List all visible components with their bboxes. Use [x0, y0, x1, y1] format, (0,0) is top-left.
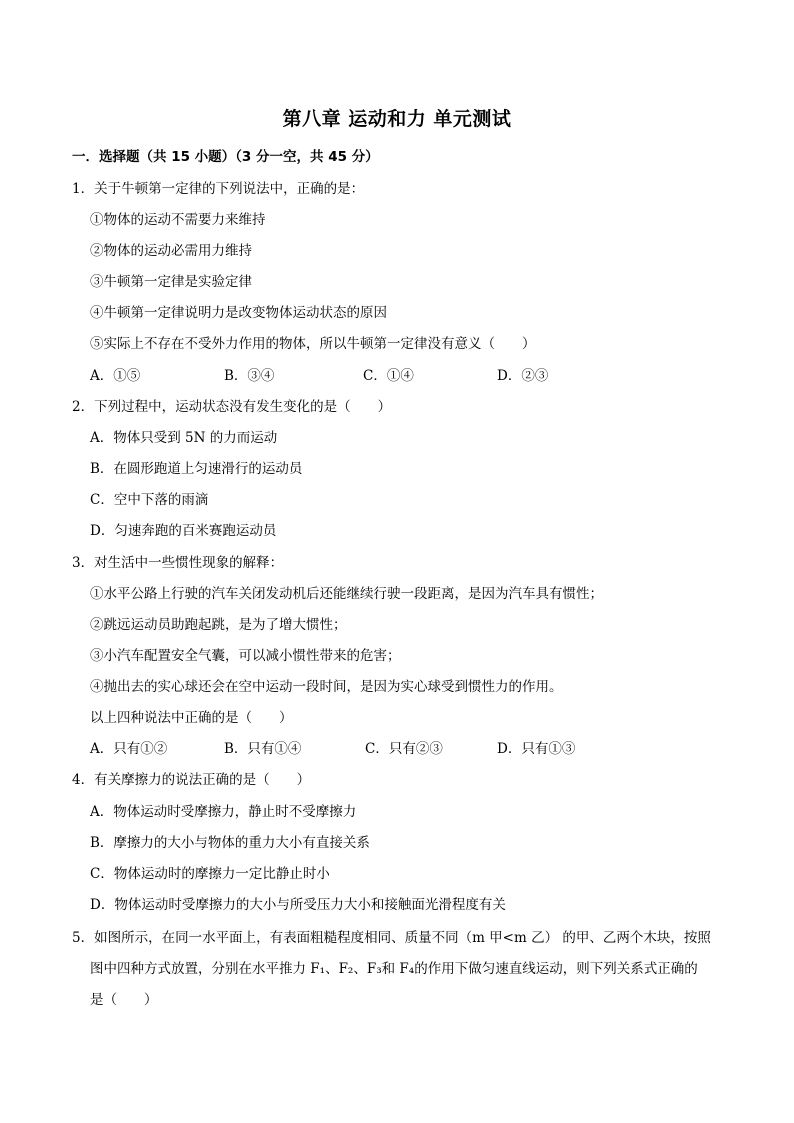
section-heading: 一．选择题（共 15 小题）（3 分一空，共 45 分） — [72, 149, 379, 165]
question-1-choice-c[interactable]: C．①④ — [363, 368, 414, 384]
question-3-item: ②跳远运动员助跑起跳，是为了增大惯性； — [90, 617, 347, 633]
question-3-item: ④抛出去的实心球还会在空中运动一段时间，是因为实心球受到惯性力的作用。 — [90, 679, 563, 695]
question-5-stem-line: 图中四种方式放置，分别在水平推力 F₁、F₂、F₃和 F₄的作用下做匀速直线运动，则下列关系式正确的 — [90, 961, 698, 977]
question-5-stem-line: 是（ ） — [90, 992, 158, 1008]
question-3-choice-d[interactable]: D．只有①③ — [497, 741, 576, 757]
question-4-option-b[interactable]: B．摩擦力的大小与物体的重力大小有直接关系 — [90, 835, 370, 851]
question-3-stem: 3．对生活中一些惯性现象的解释： — [72, 555, 284, 571]
question-3-item: ③小汽车配置安全气囊，可以减小惯性带来的危害； — [90, 648, 401, 664]
question-5-stem-line: 5．如图所示，在同一水平面上，有表面粗糙程度相同、质量不同（m 甲<m 乙） 的甲、乙两个木块，按照 — [72, 930, 711, 946]
question-2-option-d[interactable]: D．匀速奔跑的百米赛跑运动员 — [90, 523, 277, 539]
question-1-item: ⑤实际上不存在不受外力作用的物体，所以牛顿第一定律没有意义（ ） — [90, 336, 536, 352]
question-3-choice-a[interactable]: A．只有①② — [90, 741, 168, 757]
question-4-option-c[interactable]: C．物体运动时的摩擦力一定比静止时小 — [90, 866, 330, 882]
question-1-item: ②物体的运动必需用力维持 — [90, 243, 252, 259]
question-1-item: ①物体的运动不需要力来维持 — [90, 212, 266, 228]
question-2-option-a[interactable]: A．物体只受到 5N 的力而运动 — [90, 430, 278, 446]
question-3-choice-b[interactable]: B．只有①④ — [224, 741, 302, 757]
question-1-choice-d[interactable]: D．②③ — [497, 368, 549, 384]
question-1-choice-a[interactable]: A．①⑤ — [90, 368, 141, 384]
question-1-choice-b[interactable]: B．③④ — [224, 368, 275, 384]
question-3-choice-c[interactable]: C．只有②③ — [365, 741, 443, 757]
question-1-item: ③牛顿第一定律是实验定律 — [90, 274, 252, 290]
question-2-stem: 2．下列过程中，运动状态没有发生变化的是（ ） — [72, 399, 392, 415]
question-1-stem: 1．关于牛顿第一定律的下列说法中，正确的是： — [72, 181, 365, 197]
question-3-item: ①水平公路上行驶的汽车关闭发动机后还能继续行驶一段距离，是因为汽车具有惯性； — [90, 586, 603, 602]
question-2-option-c[interactable]: C．空中下落的雨滴 — [90, 492, 209, 508]
question-4-stem: 4．有关摩擦力的说法正确的是（ ） — [72, 772, 311, 788]
question-2-option-b[interactable]: B．在圆形跑道上匀速滑行的运动员 — [90, 461, 303, 477]
question-4-option-d[interactable]: D．物体运动时受摩擦力的大小与所受压力大小和接触面光滑程度有关 — [90, 897, 506, 913]
page-title: 第八章 运动和力 单元测试 — [282, 108, 512, 130]
question-3-prompt: 以上四种说法中正确的是（ ） — [90, 710, 293, 726]
question-4-option-a[interactable]: A．物体运动时受摩擦力，静止时不受摩擦力 — [90, 804, 357, 820]
question-1-item: ④牛顿第一定律说明力是改变物体运动状态的原因 — [90, 305, 387, 321]
